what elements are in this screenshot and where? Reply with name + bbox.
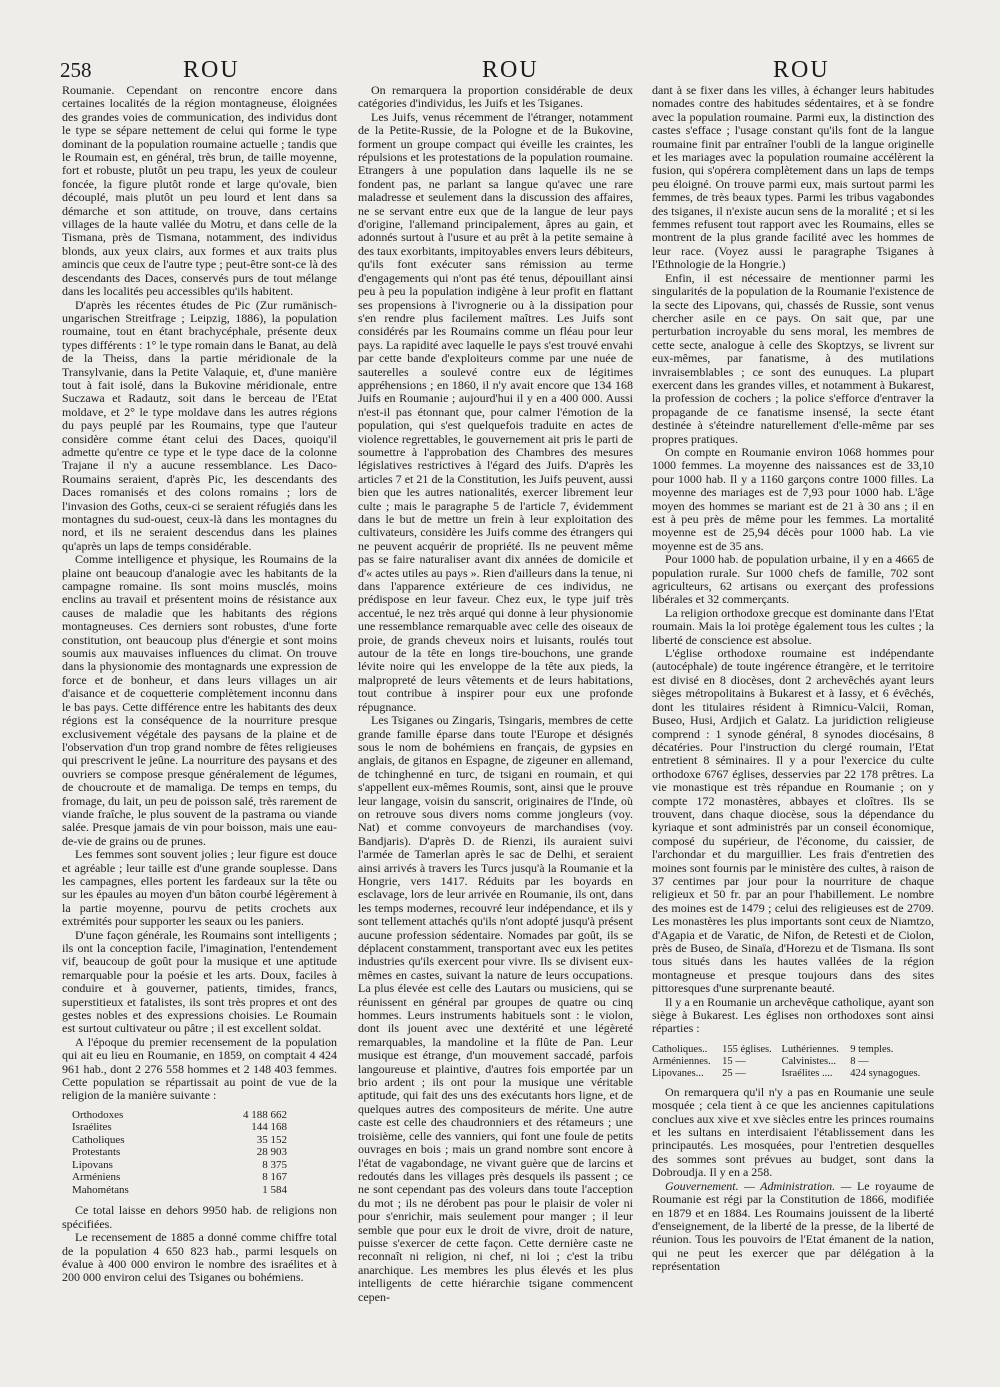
religion-count: 1 584: [262, 1183, 287, 1196]
table-row: [652, 1056, 934, 1068]
table-cell: Israélites ....: [781, 1067, 833, 1079]
paragraph: Roumanie. Cependant on rencontre encore dans certaines localités de la région montagneuse, éloignées des grandes voies de communication, des individus dont le type se sépare nettement de celui qui forme le type dominant de la population roumaine actuelle ; tandis que le Roumain est, en général, très brun, de taille moyenne, fort et robuste, plutôt un peu trapu, les yeux de couleur foncée, la figure plutôt ronde et large qu'ovale, bien découplé, mais plutôt un peu lourd et lent dans sa démarche et son attitude, on trouve, dans certains villages de la haute vallée du Motru, et dans celle de la Tismana, près de Tismana, notamment, des individus blonds, aux yeux clairs, aux formes et aux traits plus amincis que ceux de l'autre type ; peut-être sont-ce là des descendants des Daces, conservés purs de tout mélange dans les localités peu accessibles qu'ils habitent.: [62, 83, 337, 299]
paragraph: Pour 1000 hab. de population urbaine, il y en a 4665 de population rurale. Sur 1000 chefs de famille, 702 sont agriculteurs, 62 artisans ou exerçant des professions libérales et 32 commerçants.: [652, 552, 934, 607]
table-cell: 15 —: [722, 1055, 746, 1067]
religion-name: Arméniens: [72, 1171, 121, 1184]
table-cell: 25 —: [722, 1067, 746, 1079]
paragraph: Enfin, il est nécessaire de mentionner parmi les singularités de la population de la Roumanie l'existence de la secte des Lipovans, qui, chassés de Russie, sont venus chercher asile en ce pays. On sait que, par une perturbation incroyable du sens moral, les membres de cette secte, analogue à celle des Skoptzys, se livrent sur eux-mêmes, par fanatisme, à des mutilations invraisemblables ; ce sont des eunuques. La plupart exercent dans les grandes villes, et notamment à Bukarest, la profession de cochers ; la police s'efforce d'entraver la propagande de ce fanatisme insensé, la secte étant destinée à s'éteindre naturellement d'elle-même par ses propres pratiques.: [652, 270, 934, 446]
table-row: [72, 1121, 287, 1134]
page-number: 258: [60, 58, 92, 82]
paragraph: Il y a en Roumanie un archevêque catholique, ayant son siège à Bukarest. Les églises non orthodoxes sont ainsi réparties :: [652, 994, 934, 1036]
religion-name: Orthodoxes: [72, 1108, 124, 1121]
religion-count: 8 375: [262, 1158, 287, 1171]
text-column-1: [62, 84, 337, 1285]
paragraph: Le recensement de 1885 a donné comme chiffre total de la population 4 650 823 hab., parmi lesquels on évalue à 400 000 environ le nombre des israélites et à 200 000 environ celui des Tsiganes ou bohémiens.: [62, 1230, 337, 1285]
religion-name: Israélites: [72, 1121, 112, 1134]
paragraph: Comme intelligence et physique, les Roumains de la plaine ont beaucoup d'analogie avec les habitants de la campagne romaine. Ils sont moins musclés, moins enclins au travail et présentent moins de résistance aux causes de maladie que les habitants des régions montagneuses. Ces derniers sont robustes, d'une forte constitution, ont beaucoup plus d'énergie et sont moins soumis aux mauvaises influences du climat. On trouve dans la physionomie des montagnards une expression de force et de bonheur, et dans leurs villages un air d'aisance et de coquetterie complètement inconnu dans le bas pays. Cette différence entre les habitants des deux régions est la conséquence de la nourriture presque exclusivement végétale des paysans de la plaine et de l'observation d'un trop grand nombre de fêtes religieuses qui prescrivent le jeûne. La nourriture des paysans et des ouvriers se compose presque généralement de légumes, de choucroute et de mamaliga. De temps en temps, du fromage, du lait, un peu de poisson salé, très rarement de viande fraîche, le plus souvent de la pastrama ou viande salée. Presque jamais de vin pour boisson, mais une eau-de-vie de grains ou de prunes.: [62, 552, 337, 848]
religion-name: Lipovans: [72, 1158, 113, 1171]
table-cell: Catholiques..: [652, 1043, 708, 1055]
religion-count: 4 188 662: [243, 1108, 287, 1121]
paragraph: On compte en Roumanie environ 1068 hommes pour 1000 femmes. La moyenne des naissances est de 33,10 pour 1000 hab. Il y a 1160 garçons contre 1000 filles. La moyenne des mariages est de 7,93 pour 1000 hab. L'âge moyen des hommes se mariant est de 21 à 30 ans ; il en est à peu près de même pour les femmes. La mortalité moyenne est de 25,94 décès pour 1000 hab. La vie moyenne est de 35 ans.: [652, 444, 934, 553]
table-row: [72, 1109, 287, 1122]
table-cell: Luthériennes.: [781, 1043, 839, 1055]
table-cell: Arméniennes.: [652, 1055, 711, 1067]
paragraph: On remarquera qu'il n'y a pas en Roumanie une seule mosquée ; cela tient à ce que les anciennes capitulations conclues aux xive et xve siècles entre les princes roumains et les sultans en interdisaient l'établissement dans les principautés. Les mosquées, pour l'entretien desquelles des sommes sont prévues au budget, sont dans la Dobroudja. Il y en a 258.: [652, 1084, 934, 1180]
table-cell: 155 églises.: [722, 1043, 772, 1055]
paragraph-text: Le royaume de Roumanie est régi par la Constitution de 1866, modifiée en 1879 et en 1884. Les Roumains jouissent de la liberté d'enseignement, de la liberté de la presse, de la liberté de réunion. Tous les pouvoirs de l'Etat émanent de la nation, qui ne peut les exercer que par délégation à la représentation: [652, 1178, 935, 1274]
running-head-left: ROU: [183, 57, 240, 83]
running-head-center: ROU: [482, 57, 539, 83]
paragraph: La religion orthodoxe grecque est dominante dans l'Etat roumain. Mais la loi protège également tous les cultes ; la liberté de conscience est absolue.: [652, 605, 934, 647]
paragraph: D'une façon générale, les Roumains sont intelligents ; ils ont la conception facile, l'imagination, l'entendement vif, beaucoup de goût pour la musique et une aptitude remarquable pour la poésie et les arts. Doux, faciles à conduire et à gouverner, patients, timides, francs, superstitieux et fatalistes, ils sont très propres et ont des gestes nobles et des expressions choisies. Le Roumain est surtout cultivateur ou pâtre ; il est excellent soldat.: [62, 927, 337, 1036]
table-row: [72, 1184, 287, 1197]
section-heading: Gouvernement. — Administration. —: [665, 1178, 852, 1193]
text-column-3: [652, 84, 934, 1274]
religion-name: Catholiques: [72, 1133, 125, 1146]
table-row: [72, 1146, 287, 1159]
religion-count: 8 167: [262, 1171, 287, 1184]
paragraph: Les femmes sont souvent jolies ; leur figure est douce et agréable ; leur taille est d'une grande souplesse. Dans les campagnes, elles portent les fardeaux sur la tête ou sur les épaules au moyen d'un bâton courbé légèrement à la partie moyenne, pourvu de petits crochets aux extrémités pour supporter les seaux ou les paniers.: [62, 847, 337, 929]
table-row: [72, 1159, 287, 1172]
table-row: [72, 1134, 287, 1147]
paragraph: Ce total laisse en dehors 9950 hab. de religions non spécifiées.: [62, 1203, 337, 1231]
table-row: [652, 1068, 934, 1080]
table-cell: 8 —: [850, 1055, 869, 1067]
religion-table: [72, 1109, 287, 1197]
running-head-right: ROU: [773, 57, 830, 83]
table-row: [652, 1044, 934, 1056]
paragraph: D'après les récentes études de Pic (Zur rumänisch-ungarischen Streitfrage ; Leipzig, 1886), la population roumaine, tout en étant brachycéphale, présente deux types différents : 1° le type romain dans le Banat, au delà de la Theiss, dans la partie méridionale de la Transylvanie, dans la Petite Valaquie, et, d'une manière tout à fait isolé, dans la Bukovine méridionale, entre Suczawa et Radautz, soit dans le berceau de l'Etat moldave, et 2° le type moldave dans les autres régions du pays peuplé par les Roumains, type que l'auteur considère comme étant celui des Daces, quoiqu'il admette qu'entre ce type et le type dace de la colonne Trajane il n'y a aucune ressemblance. Les Daco-Roumains seraient, d'après Pic, les descendants des Daces romanisés et des colons romains ; lors de l'invasion des Goths, ceux-ci se seraient réfugiés dans les montagnes du sud-ouest, ceux-là dans les montagnes du nord, et ils ne seraient descendus dans les plaines qu'après un laps de temps considérable.: [62, 297, 337, 553]
table-cell: 9 temples.: [850, 1043, 894, 1055]
paragraph: L'église orthodoxe roumaine est indépendante (autocéphale) de toute ingérence étrangère, et le territoire est divisé en 8 diocèses, dont 2 archevêchés ayant leurs sièges métropolitains à Bukarest et à Iassy, et 6 évêchés, dont les titulaires résident à Rimnicu-Valcii, Roman, Buseo, Husi, Ardjich et Galatz. La juridiction religieuse comprend : 1 synode général, 8 synodes diocésains, 8 décatéries. Pour l'instruction du clergé roumain, l'Etat entretient 8 séminaires. Il y a pour l'exercice du culte orthodoxe 6767 églises, desservies par 22 178 prêtres. La vie monastique est très répandue en Roumanie ; on y compte 172 monastères, abbayes et cloîtres. Ils se trouvent, dans chaque diocèse, sous la dépendance du kyriaque et sont administrés par un conseil économique, composé du supérieur, de l'économe, du caissier, de l'archondar et du marguillier. Les frais d'entretien des moines sont fournis par le ministère des cultes, à raison de 37 centimes par jour pour la nourriture de chaque religieux et 50 fr. par an pour l'habillement. Le nombre des moines est de 1479 ; celui des religieuses est de 2709. Les monastères les plus importants sont ceux de Niamtzo, d'Agapia et de Varatic, de Nifon, de Retesti et de Ciolon, près de Buseo, de Sinaïa, d'Horezu et de Tismana. Ils sont tous situés dans les hautes vallées de la région montagneuse et presque toujours dans des sites pittoresques d'une surprenante beauté.: [652, 646, 934, 996]
table-cell: Lipovanes...: [652, 1067, 704, 1079]
religion-name: Mahométans: [72, 1183, 129, 1196]
paragraph: A l'époque du premier recensement de la population qui ait eu lieu en Roumanie, en 1859, on comptait 4 424 961 hab., dont 2 276 558 hommes et 2 148 403 femmes. Cette population se répartissait au point de vue de la religion de la manière suivante :: [62, 1034, 337, 1103]
religion-count: 35 152: [256, 1133, 287, 1146]
paragraph: dant à se fixer dans les villes, à échanger leurs habitudes nomades contre des habitudes sédentaires, et à se fondre avec la population roumaine. Parmi eux, la distinction des castes s'efface ; l'usage constant qu'ils font de la langue roumaine finit par entraîner l'oubli de la langue originelle et les mariages avec la population roumaine accélèrent la fusion, qui s'opérera complètement dans un laps de temps peu éloigné. On trouve parmi eux, mais surtout parmi les femmes, de très beaux types. Parmi les tribus vagabondes des tsiganes, il n'existe aucun sens de la moralité ; et si les femmes refusent tout rapport avec les Roumains, elles se montrent de la plus grande facilité avec les hommes de leur race. (Voyez aussi le paragraphe Tsiganes à l'Ethnologie de la Hongrie.): [652, 83, 934, 272]
paragraph: [652, 1180, 934, 1274]
table-cell: 424 synagogues.: [850, 1067, 921, 1079]
table-cell: Calvinistes...: [781, 1055, 837, 1067]
religion-count: 28 903: [256, 1146, 287, 1159]
religion-name: Protestants: [72, 1146, 121, 1159]
text-column-2: [358, 84, 633, 1304]
churches-table: [652, 1044, 934, 1080]
paragraph: Les Juifs, venus récemment de l'étranger, notamment de la Petite-Russie, de la Pologne et de la Bukovine, forment un groupe compact qui éveille les craintes, les répulsions et les protestations de la population roumaine. Etrangers à une population dans laquelle ils ne se fondent pas, ne parlant sa langue qu'avec une rare maladresse et seulement dans la discussion des affaires, ne se servant entre eux que de la langue de leur pays d'origine, l'allemand principalement, âpres au gain, et adonnés surtout à l'usure et au prêt à la petite semaine à des taux exorbitants, impitoyables envers leurs débiteurs, qu'ils font exécuter sans rémission au terme d'engagements qui n'ont pas été tenus, dépouillant ainsi peu à peu la population indigène à leur profit en flattant ses propensions à l'ivrognerie ou à la dissipation pour s'en rendre plus facilement maîtres. Les Juifs sont considérés par les Roumains comme un fléau pour leur pays. La rapidité avec laquelle le pays s'est trouvé envahi par cette bande d'exploiteurs comme par une nuée de sauterelles a soulevé contre eux de légitimes appréhensions ; en 1860, il n'y avait encore que 134 168 Juifs en Roumanie ; aujourd'hui il y en a 400 000. Aussi n'est-il pas étonnant que, pour calmer l'émotion de la population, qui s'est quelquefois traduite en actes de violence regrettables, le gouvernement ait pris le parti de soumettre à l'approbation des Chambres des mesures législatives restrictives à l'égard des Juifs. D'après les articles 7 et 21 de la Constitution, les Juifs peuvent, aussi bien que les autres nationalités, exercer librement leur culte ; mais le paragraphe 5 de l'article 7, évidemment dans le but de mettre un frein à leur exploitation des cultivateurs, considère les Juifs comme des étrangers qui ne peuvent acquérir de propriété. Ils ne peuvent même pas se faire naturaliser avant dix années de domicile et d'« actes utiles au pays ». Rien d'ailleurs dans la tenue, ni dans l'apparence extérieure de ces individus, ne prédispose en leur faveur. Chez eux, le type juif très accentué, le nez très arqué qui donne à leur physionomie une ressemblance remarquable avec celle des oiseaux de proie, de grands cheveux noirs et luisants, roulés tout autour de la tête en longs tire-bouchons, une grande lévite noire qui les enveloppe de la tête aux pieds, la malpropreté de leurs vêtements et de leurs habitations, tout contribue à inspirer pour eux une profonde répugnance.: [358, 109, 633, 714]
religion-count: 144 168: [251, 1121, 287, 1134]
paragraph: On remarquera la proportion considérable de deux catégories d'individus, les Juifs et les Tsiganes.: [358, 83, 633, 111]
table-row: [72, 1171, 287, 1184]
paragraph: Les Tsiganes ou Zingaris, Tsingaris, membres de cette grande famille éparse dans toute l'Europe et désignés sous le nom de bohémiens en français, de gypsies en anglais, de gitanos en Espagne, de zigeuner en allemand, de tchinghenné en turc, de tsigani en roumain, et qui s'appellent eux-mêmes Roumis, sont, ainsi que le prouve leur langage, voisin du sanscrit, originaires de l'Inde, où on retrouve sous divers noms comme jongleurs (voy. Nat) et comme convoyeurs de marchandises (voy. Bandjaris). D'après D. de Rienzi, ils auraient suivi l'armée de Tamerlan après le sac de Delhi, et seraient ainsi arrivés à travers les Turcs jusqu'à la Roumanie et la Hongrie, vers 1417. Réduits par les boyards en esclavage, lors de leur arrivée en Roumanie, ils ont, dans les temps modernes, recouvré leur indépendance, et ils y sont tellement attachés qu'ils n'ont adopté jusqu'à présent aucune profession sédentaire. Nomades par goût, ils se déplacent constamment, transportant avec eux les petites industries qu'ils exercent pour vivre. Ils se divisent eux-mêmes en castes, suivant la nature de leurs occupations. La plus élevée est celle des Lautars ou musiciens, qui se réunissent en général par groupes de quatre ou cinq hommes. Leurs instruments habituels sont : le violon, dont ils jouent avec une dextérité et une légèreté remarquables, la mandoline et la flûte de Pan. Leur musique est étrange, d'un mouvement saccadé, parfois langoureuse et plaintive, d'autres fois emportée par un brio ardent ; ils ont pour la musique une véritable aptitude, qui fait des uns des exécutants hors ligne, et de quelques autres des compositeurs de mérite. Une autre caste est celle des chaudronniers et des rétameurs ; une troisième, celle des vanniers, qui font une foule de petits ouvrages en bois ; mais un grand nombre sont encore à l'état de vagabondage, ne vivant guère que de larcins et redoutés dans les villages près desquels ils passent ; ce ne sont cependant pas des voleurs dans toute l'acception du mot ; ils ne dérobent pas pour le plaisir de voler ni pour s'enrichir, mais seulement pour manger ; il leur semble que pour eux le droit de vivre, droit de nature, puisse s'exercer de cette façon. Cette dernière caste ne reconnaît ni religion, ni chef, ni loi ; c'est la tribu anarchique. Les membres les plus élevés et les plus intelligents de cette hiérarchie tsigane commencent cepen-: [358, 713, 633, 1304]
